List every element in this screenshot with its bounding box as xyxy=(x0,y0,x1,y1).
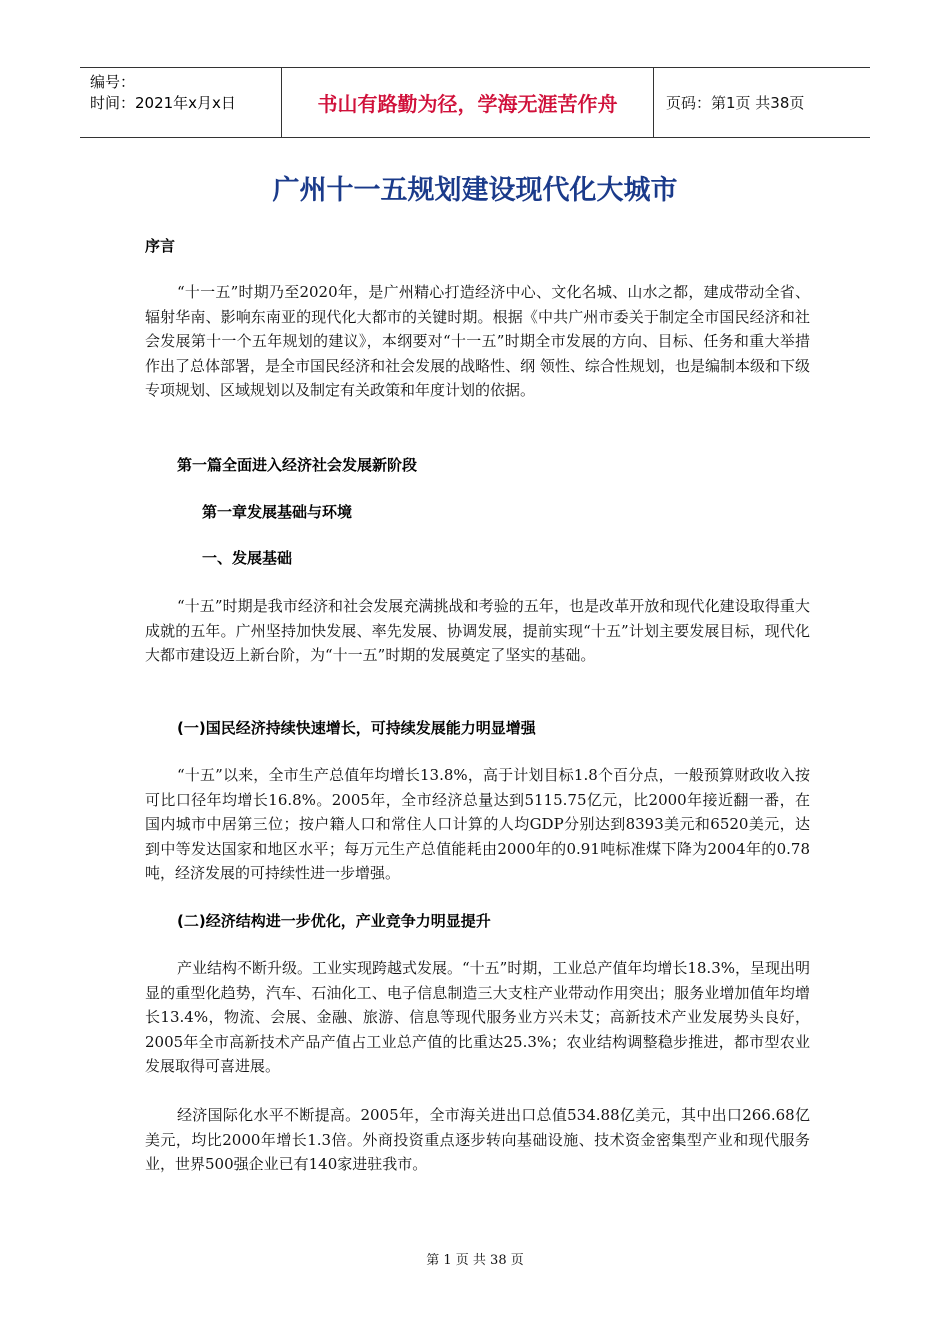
header-meta xyxy=(80,68,281,137)
document-title: 广州十一五规划建设现代化大城市 xyxy=(272,175,678,206)
section-paragraph: “十五”时期是我市经济和社会发展充满挑战和考验的五年，也是改革开放和现代化建设取得重大成就的五年。广州坚持加快发展、率先发展、协调发展，提前实现“十五”计划主要发展目标，现代化大都市建设迈上新台阶，为“十一五”时期的发展奠定了坚实的基础。 xyxy=(145,597,810,664)
preface-heading: 序言 xyxy=(145,237,176,255)
page-footer: 第 1 页 共 38 页 xyxy=(426,1253,524,1268)
section-heading: 一、发展基础 xyxy=(202,549,293,567)
subsection-paragraph-2: 产业结构不断升级。工业实现跨越式发展。“十五”时期，工业总产值年均增长18.3%，呈现出明显的重型化趋势，汽车、石油化工、电子信息制造三大支柱产业带动作用突出；服务业增加值年均增长13.4%，物流、会展、金融、旅游、信息等现代服务业方兴未艾；高新技术产业发展势头良好，2005年全市高新技术产品产值占工业总产值的比重达25.3%；农业结构调整稳步推进，都市型农业发展取得可喜进展。 xyxy=(145,959,810,1075)
header-motto: 书山有路勤为径，学海无涯苦作舟 xyxy=(281,68,654,137)
subsection-paragraph-3: 经济国际化水平不断提高。2005年，全市海关进出口总值534.88亿美元，其中出口266.68亿美元，均比2000年增长1.3倍。外商投资重点逐步转向基础设施、技术资金密集型产业和现代服务业，世界500强企业已有140家进驻我市。 xyxy=(145,1106,810,1173)
part-heading: 第一篇全面进入经济社会发展新阶段 xyxy=(177,456,418,474)
document-header xyxy=(80,67,870,138)
subsection-heading-2: (二)经济结构进一步优化，产业竞争力明显提升 xyxy=(177,912,491,930)
document-number-label: 编号： xyxy=(90,73,136,91)
header-page-info: 页码：第1页 共38页 xyxy=(666,94,805,112)
subsection-heading-1: (一)国民经济持续快速增长，可持续发展能力明显增强 xyxy=(177,719,536,737)
document-time-label: 时间：2021年x月x日 xyxy=(90,94,236,112)
subsection-paragraph-1: “十五”以来，全市生产总值年均增长13.8%，高于计划目标1.8个百分点，一般预算财政收入按可比口径年均增长16.8%。2005年，全市经济总量达到5115.75亿元，比2000年接近翻一番，在国内城市中居第三位；按户籍人口和常住人口计算的人均GDP分别达到8393美元和6520美元，达到中等发达国家和地区水平；每万元生产总值能耗由2000年的0.91吨标准煤下降为2004年的0.78吨，经济发展的可持续性进一步增强。 xyxy=(145,766,810,882)
chapter-heading: 第一章发展基础与环境 xyxy=(202,503,353,521)
preface-paragraph: “十一五”时期乃至2020年，是广州精心打造经济中心、文化名城、山水之都，建成带动全省、辐射华南、影响东南亚的现代化大都市的关键时期。根据《中共广州市委关于制定全市国民经济和社会发展第十一个五年规划的建议》，本纲要对“十一五”时期全市发展的方向、目标、任务和重大举措作出了总体部署，是全市国民经济和社会发展的战略性、纲 领性、综合性规划，也是编制本级和下级专项规划、区域规划以及制定有关政策和年度计划的依据。 xyxy=(145,283,810,399)
